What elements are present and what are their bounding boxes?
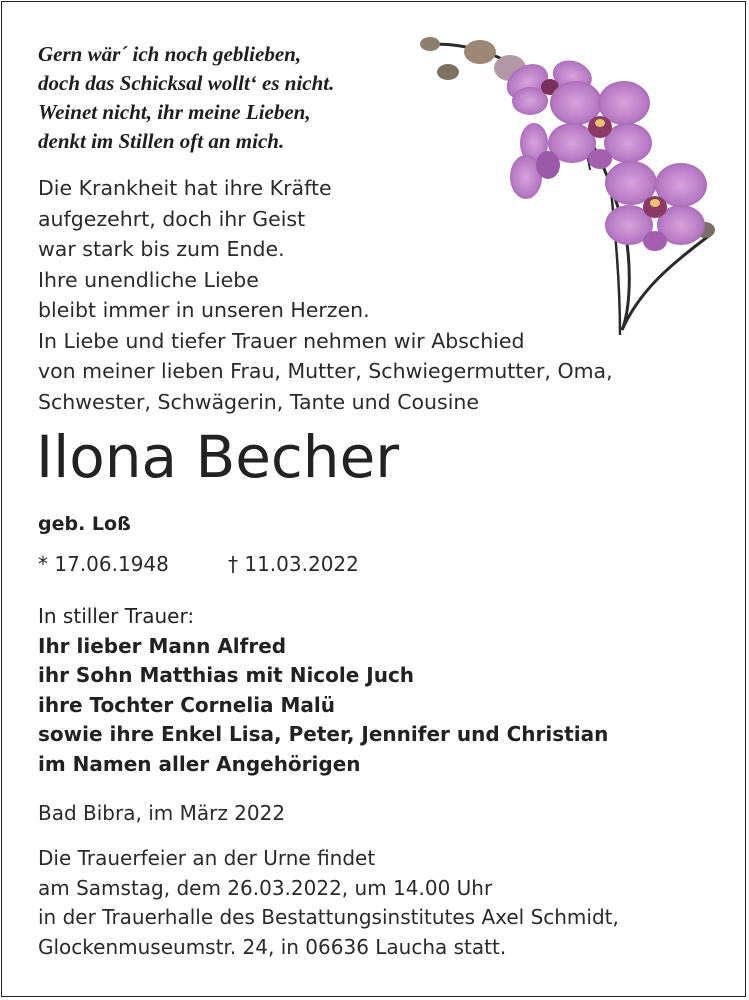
intro-text [38, 173, 718, 417]
funeral-line: Glockenmuseumstr. 24, in 06636 Laucha statt. [38, 934, 507, 959]
death-date: † 11.03.2022 [228, 552, 359, 576]
intro-line: aufgezehrt, doch ihr Geist [38, 206, 306, 231]
birth-name: geb. Loß [38, 513, 131, 535]
life-dates [38, 551, 359, 577]
mourners [38, 602, 728, 779]
mourners-heading: In stiller Trauer: [38, 604, 195, 628]
poem-line: doch das Schicksal wollt‘ es nicht. [38, 71, 335, 95]
mourner-line: im Namen aller Angehörigen [38, 751, 361, 776]
funeral-info [38, 844, 728, 962]
place-date: Bad Bibra, im März 2022 [38, 801, 286, 825]
deceased-name: Ilona Becher [36, 423, 400, 491]
intro-line: war stark bis zum Ende. [38, 237, 285, 261]
funeral-line: in der Trauerhalle des Bestattungsinstitutes Axel Schmidt, [38, 905, 619, 929]
mourner-line: sowie ihre Enkel Lisa, Peter, Jennifer und Christian [38, 722, 609, 746]
mourner-line: Ihr lieber Mann Alfred [38, 633, 287, 658]
funeral-line: am Samstag, dem 26.03.2022, um 14.00 Uhr [38, 875, 493, 900]
funeral-line: Die Trauerfeier an der Urne findet [38, 846, 376, 870]
poem-line: Gern wär´ ich noch geblieben, [38, 42, 302, 66]
poem-line: denkt im Stillen oft an mich. [38, 129, 285, 153]
intro-line: bleibt immer in unseren Herzen. [38, 298, 370, 322]
mourner-line: ihre Tochter Cornelia Malü [38, 692, 336, 717]
intro-line: Ihre unendliche Liebe [38, 267, 259, 292]
birth-date: * 17.06.1948 [38, 552, 169, 576]
intro-line: In Liebe und tiefer Trauer nehmen wir Abschied [38, 328, 525, 353]
intro-line: Die Krankheit hat ihre Kräfte [38, 176, 332, 200]
poem-line: Weinet nicht, ihr meine Lieben, [38, 100, 311, 124]
intro-line: von meiner lieben Frau, Mutter, Schwiegermutter, Oma, [38, 359, 613, 383]
mourner-line: ihr Sohn Matthias mit Nicole Juch [38, 663, 415, 687]
poem [38, 40, 438, 156]
intro-line: Schwester, Schwägerin, Tante und Cousine [38, 389, 480, 414]
